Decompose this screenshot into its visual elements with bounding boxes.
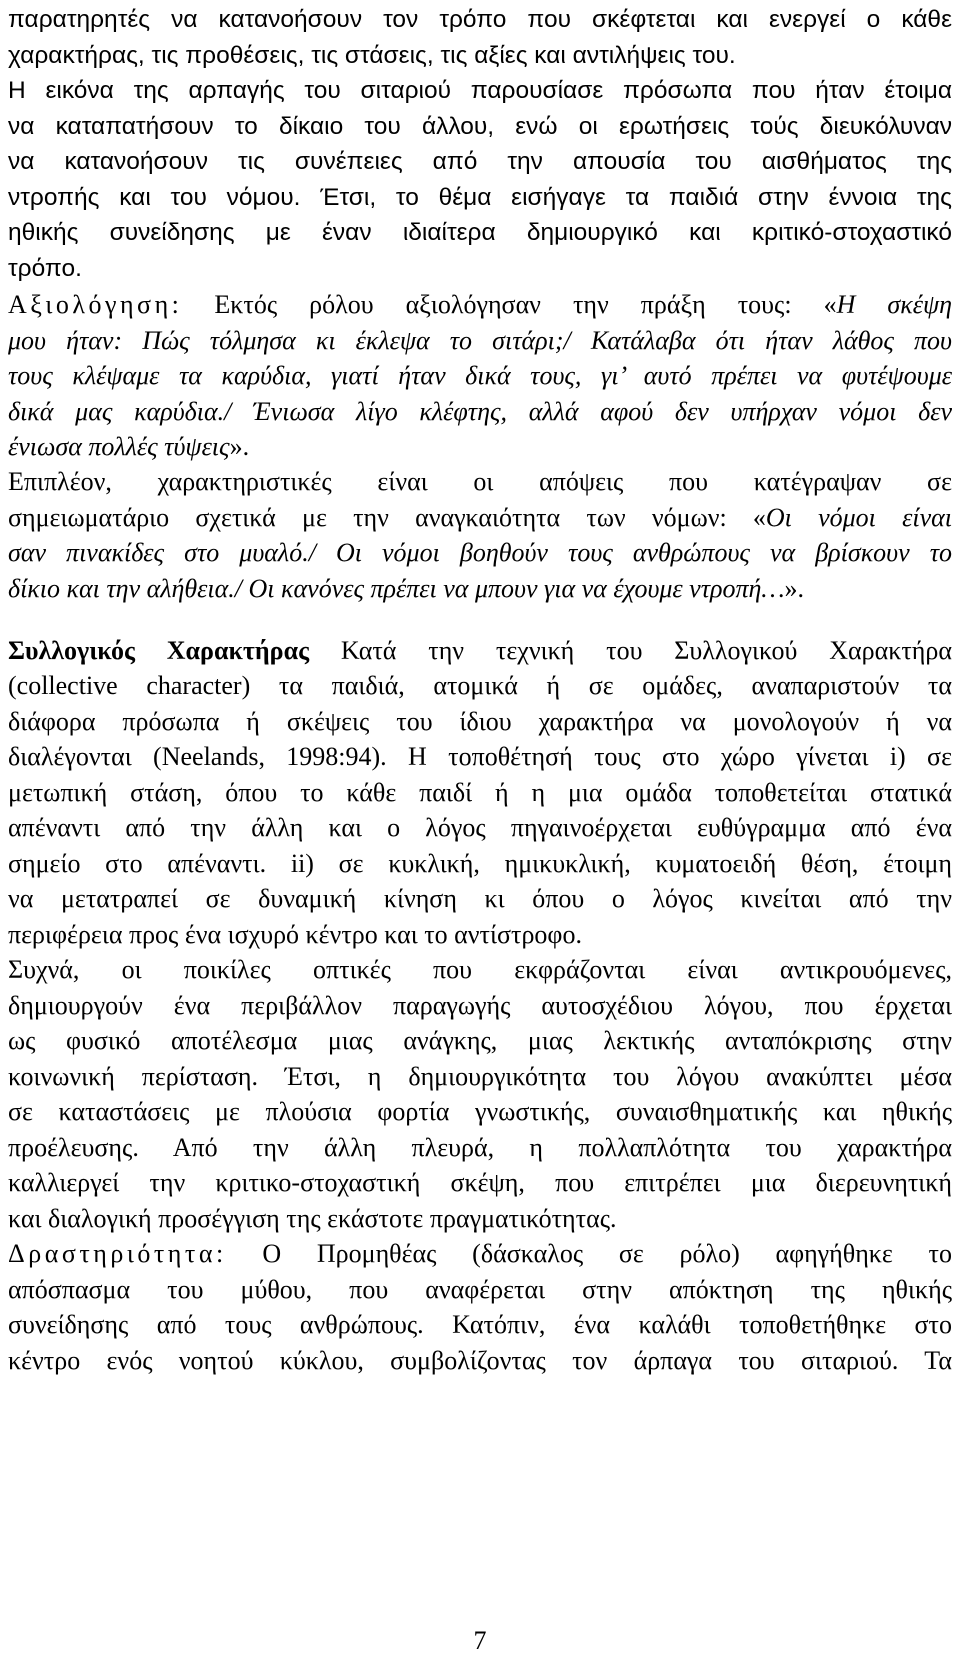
text-line [8, 1165, 952, 1201]
page-number: 7 [473, 1626, 487, 1655]
text-run: κοινωνική περίσταση. Έτσι, η δημιουργικότητα του λόγου ανακύπτει μέσα [8, 1062, 952, 1091]
text-run: απόσπασμα του μύθου, που αναφέρεται στην απόκτηση της ηθικής [8, 1275, 952, 1304]
text-run: προέλευσης. Από την άλλη πλευρά, η πολλαπλότητα του χαρακτήρα [8, 1133, 952, 1162]
text-run: σημειωματάριο σχετικά με την αναγκαιότητα των νόμων: « [8, 503, 766, 532]
text-line [8, 775, 952, 811]
text-line [8, 2, 952, 38]
text-line [8, 394, 952, 430]
text-line [8, 846, 952, 882]
text-run: χαρακτήρας, τις προθέσεις, τις στάσεις, τις αξίες και αντιλήψεις του. [8, 42, 736, 69]
text-line [8, 500, 952, 536]
text-run: σαν πινακίδες στο μυαλό./ Οι νόμοι βοηθούν τους ανθρώπους να βρίσκουν το [8, 538, 952, 567]
text-run: (collective character) τα παιδιά, ατομικά ή σε ομάδες, αναπαριστούν τα [8, 671, 952, 700]
text-run: ». [229, 432, 250, 461]
text-line [8, 1094, 952, 1130]
inline-label: Αξιολόγηση: [8, 290, 183, 319]
text-run: Ο Προμηθέας (δάσκαλος σε ρόλο) αφηγήθηκε το [226, 1239, 952, 1268]
text-run: τους κλέψαμε τα καρύδια, γιατί ήταν δικά τους, γι’ αυτό πρέπει να φυτέψουμε [8, 361, 952, 390]
text-run: Οι νόμοι είναι [765, 503, 952, 532]
text-run: τρόπο. [8, 255, 82, 282]
text-line [8, 287, 952, 323]
text-run: ένιωσα πολλές τύψεις [8, 432, 230, 461]
text-run: Επιπλέον, χαρακτηριστικές είναι οι απόψεις που κατέγραψαν σε [8, 467, 952, 496]
text-line [8, 535, 952, 571]
text-run: δίκιο και την αλήθεια./ Οι κανόνες πρέπει να μπουν για να έχουμε ντροπή… [8, 574, 785, 603]
inline-label: Δραστηριότητα: [8, 1239, 227, 1268]
text-run: κέντρο ενός νοητού κύκλου, συμβολίζοντας τον άρπαγα του σιταριού. Τα [8, 1346, 952, 1375]
text-run: να καταπατήσουν το δίκαιο του άλλου, ενώ οι ερωτήσεις τούς διευκόλυναν [8, 113, 952, 140]
text-line [8, 38, 952, 74]
text-line [8, 668, 952, 704]
text-line [8, 144, 952, 180]
text-run: Η σκέψη [836, 290, 952, 319]
text-line [8, 881, 952, 917]
text-line [8, 73, 952, 109]
text-run: παρατηρητές να κατανοήσουν τον τρόπο που σκέφτεται και ενεργεί ο κάθε [8, 6, 952, 33]
text-line [8, 429, 952, 465]
text-line [8, 109, 952, 145]
text-run: διάφορα πρόσωπα ή σκέψεις του ίδιου χαρακτήρα να μονολογούν ή να [8, 707, 952, 736]
text-line [8, 1236, 952, 1272]
text-run: ». [784, 574, 805, 603]
text-line [8, 215, 952, 251]
text-line [8, 323, 952, 359]
text-run: Εκτός ρόλου αξιολόγησαν την πράξη τους: « [182, 290, 837, 319]
text-line [8, 1023, 952, 1059]
text-run: και διαλογική προσέγγιση της εκάστοτε πραγματικότητας. [8, 1204, 617, 1233]
text-line [8, 704, 952, 740]
text-run: Η εικόνα της αρπαγής του σιταριού παρουσίασε πρόσωπα που ήταν έτοιμα [8, 77, 952, 104]
text-line [8, 1130, 952, 1166]
text-run: απέναντι από την άλλη και ο λόγος πηγαινοέρχεται ευθύγραμμα από ένα [8, 813, 952, 842]
text-line [8, 952, 952, 988]
text-line [8, 739, 952, 775]
text-line [8, 810, 952, 846]
text-line [8, 251, 952, 287]
text-line [8, 988, 952, 1024]
text-line [8, 464, 952, 500]
text-line [8, 917, 952, 953]
text-run: να μετατραπεί σε δυναμική κίνηση κι όπου ο λόγος κινείται από την [8, 884, 952, 913]
text-run: δικά μας καρύδια./ Ένιωσα λίγο κλέφτης, αλλά αφού δεν υπήρχαν νόμοι δεν [8, 397, 952, 426]
text-run: σε καταστάσεις με πλούσια φορτία γνωστικής, συναισθηματικής και ηθικής [8, 1097, 952, 1126]
text-run: ως φυσικό αποτέλεσμα μιας ανάγκης, μιας λεκτικής ανταπόκρισης στην [8, 1026, 952, 1055]
text-line [8, 1343, 952, 1379]
text-run: περιφέρεια προς ένα ισχυρό κέντρο και το αντίστροφο. [8, 920, 582, 949]
section-heading: Συλλογικός Χαρακτήρας [8, 636, 310, 665]
text-run: σημείο στο απέναντι. ii) σε κυκλική, ημικυκλική, κυματοειδή θέση, έτοιμη [8, 849, 952, 878]
text-run: καλλιεργεί την κριτικο-στοχαστική σκέψη, που επιτρέπει μια διερευνητική [8, 1168, 952, 1197]
text-run: διαλέγονται (Neelands, 1998:94). Η τοποθέτησή τους στο χώρο γίνεται i) σε [8, 742, 952, 771]
text-run: δημιουργούν ένα περιβάλλον παραγωγής αυτοσχέδιου λόγου, που έρχεται [8, 991, 952, 1020]
text-line [8, 1059, 952, 1095]
text-run: συνείδησης από τους ανθρώπους. Κατόπιν, ένα καλάθι τοποθετήθηκε στο [8, 1310, 952, 1339]
text-line [8, 180, 952, 216]
text-line [8, 633, 952, 669]
text-run: να κατανοήσουν τις συνέπειες από την απουσία του αισθήματος της [8, 148, 952, 175]
text-line [8, 358, 952, 394]
text-line [8, 571, 952, 607]
text-run: μετωπική στάση, όπου το κάθε παιδί ή η μια ομάδα τοποθετείται στατικά [8, 778, 952, 807]
text-run: Κατά την τεχνική του Συλλογικού Χαρακτήρα [309, 636, 952, 665]
text-run: ηθικής συνείδησης με έναν ιδιαίτερα δημιουργικό και κριτικό-στοχαστικό [8, 219, 952, 246]
text-line [8, 1201, 952, 1237]
text-run: ντροπής και του νόμου. Έτσι, το θέμα εισήγαγε τα παιδιά στην έννοια της [8, 184, 952, 211]
text-line [8, 1307, 952, 1343]
text-run: μου ήταν: Πώς τόλμησα κι έκλεψα το σιτάρι;/ Κατάλαβα ότι ήταν λάθος που [8, 326, 952, 355]
text-line [8, 1272, 952, 1308]
text-run: Συχνά, οι ποικίλες οπτικές που εκφράζονται είναι αντικρουόμενες, [8, 955, 952, 984]
